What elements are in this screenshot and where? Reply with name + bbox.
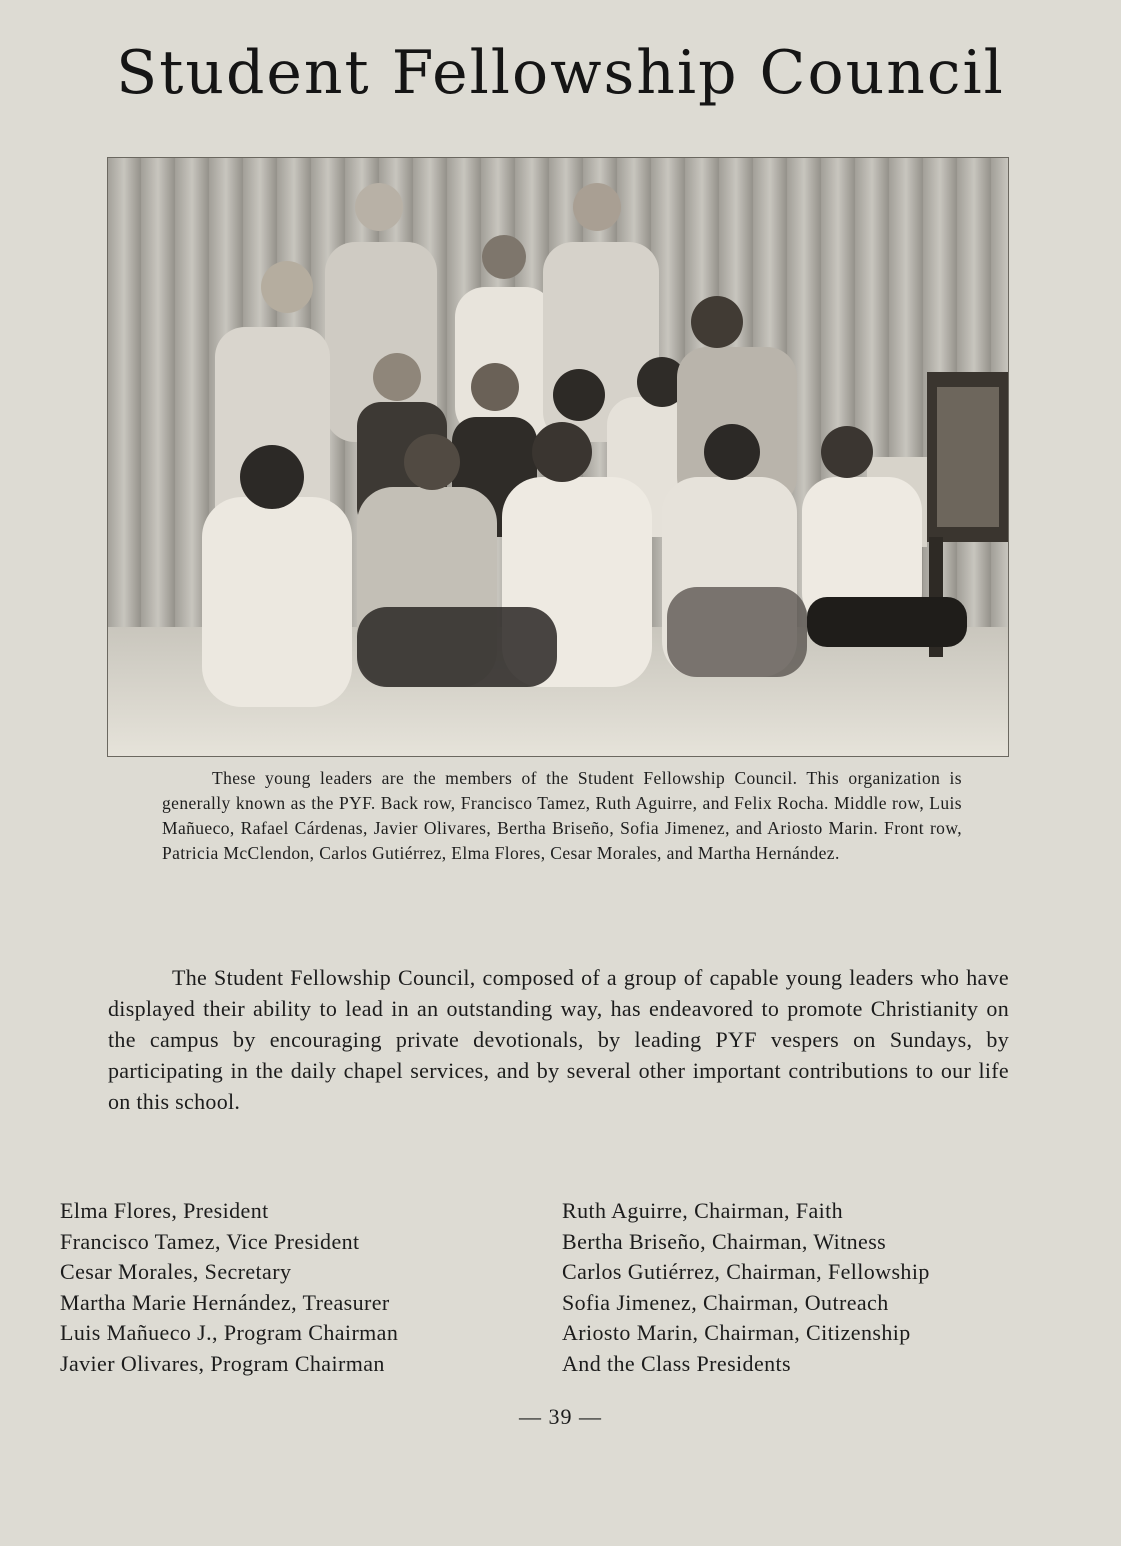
body-text	[108, 962, 1009, 1117]
officers-list-right	[562, 1196, 1062, 1379]
officer-entry: Sofia Jimenez, Chairman, Outreach	[562, 1289, 889, 1315]
officer-entry: Elma Flores, President	[60, 1198, 269, 1223]
officer-entry: Cesar Morales, Secretary	[60, 1259, 292, 1284]
officer-entry: Javier Olivares, Program Chairman	[60, 1350, 385, 1376]
officer-entry: Martha Marie Hernández, Treasurer	[60, 1289, 390, 1315]
photo-caption	[162, 766, 962, 866]
page-title: Student Fellowship Council	[116, 38, 1005, 108]
officer-entry: And the Class Presidents	[562, 1350, 791, 1376]
caption-text: These young leaders are the members of the Student Fellowship Council. This organization is generally known as the PYF. Back row, Francisco Tamez, Ruth Aguirre, and Felix Rocha. Middle row, Luis Mañueco, Rafael Cárdenas, Javier Olivares, Bertha Briseño, Sofia Jimenez, and Ariosto Marin. Front row, Patricia McClendon, Carlos Gutiérrez, Elma Flores, Cesar Morales, and Martha Hernández.	[162, 768, 962, 863]
officer-entry: Carlos Gutiérrez, Chairman, Fellowship	[562, 1259, 930, 1284]
body-paragraph: The Student Fellowship Council, composed of a group of capable young leaders who have displayed their ability to lead in an outstanding way, has endeavored to promote Christianity on the campus by encouraging private devotionals, by leading PYF vespers on Sundays, by participating in the daily chapel services, and by several other important contributions to our life on this school.	[108, 965, 1009, 1114]
officer-entry: Luis Mañueco J., Program Chairman	[60, 1320, 399, 1345]
officer-entry: Francisco Tamez, Vice President	[60, 1228, 360, 1254]
page-number: — 39 —	[519, 1404, 602, 1429]
officers-list-left	[60, 1196, 540, 1379]
officer-entry: Bertha Briseño, Chairman, Witness	[562, 1228, 887, 1254]
group-photo	[107, 157, 1009, 757]
officer-entry: Ruth Aguirre, Chairman, Faith	[562, 1198, 844, 1223]
officer-entry: Ariosto Marin, Chairman, Citizenship	[562, 1320, 911, 1345]
